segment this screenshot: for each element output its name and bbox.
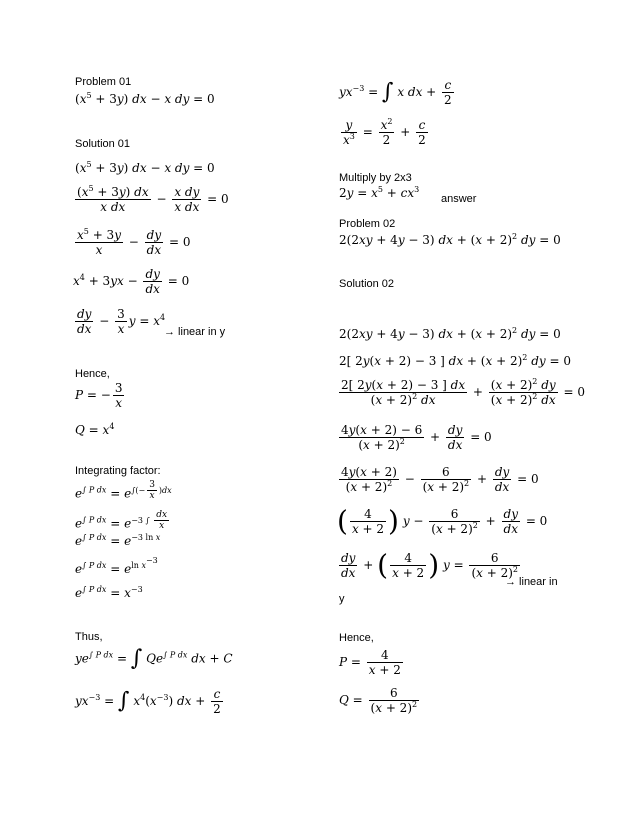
p-definition-left: P = − $\frac{3}{x}$ [75,381,123,410]
multiply-label: Multiply by 2x3 [339,172,412,184]
answer-label: answer [441,193,477,205]
linear-in-y-note: → linear in y [164,326,226,338]
hence-label-left: Hence, [75,368,110,380]
integrating-factor-label: Integrating factor: [75,465,161,477]
thus-label: Thus, [75,631,103,643]
if-step1: $e^{\int P dx} = e^{\int(- \frac{3}{x} )dx}$ [75,480,172,501]
solution01-step1: $(x^5 + 3y)$ dx − x dy = 0 [75,160,215,175]
solution01-title: Solution 01 [75,138,131,150]
solution02-title: Solution 02 [339,278,395,290]
solution02-step2: 2[ 2y(x + 2) − 3 ] dx + $(x + 2)^2$ dy = 0 [339,353,571,368]
linear-in-note: → linear in [505,576,558,588]
if-step5: $e^{\int P dx} = x^{-3}$ [75,585,143,600]
solution02-step4: $\frac{4y(x + 2) - 6}{(x + 2)^2}$ + $\frac{dy}{dx}$ = 0 [341,423,492,452]
problem01-answer-equation: $2y = x^5 + cx^3$ [339,185,420,200]
integral-result-2: $\frac{y}{x^3}$ = $\frac{x^2}{2}$ + $\frac{c}{2}$ [343,117,426,147]
solution01-step4: $x^4 + 3yx$ − $\frac{dy}{dx}$ = 0 [73,267,190,296]
q-definition-right: Q = $\frac{6}{(x + 2)^2}$ [339,686,418,715]
p-definition-right: P = $\frac{4}{x + 2}$ [339,648,401,677]
solution02-step1: 2(2xy + 4y − 3) dx + $(x + 2)^2$ dy = 0 [339,326,561,341]
solution01-step5: $\frac{dy}{dx}$ − $\frac{3}{x}$ $y = x^4$ [77,307,166,336]
general-solution-substituted: $yx^{-3}$ = ∫ $x^4(x^{-3})$ dx + $\frac{c}{2}$ [75,687,221,716]
if-step4: $e^{\int P dx} = e^{ln x^{-3}}$ [75,556,158,576]
if-step2: $e^{\int P dx} = e^{-3 \int \frac{dx}{x}}$ [75,510,168,531]
solution02-step7: $\frac{dy}{dx}$ + ( $\frac{4}{x + 2}$ ) y = $\frac{6}{(x + 2)^2}$ [341,548,518,582]
if-step3: $e^{\int P dx} = e^{-3 ln x}$ [75,533,161,548]
solution01-step2: $\frac{(x^5 + 3y) dx}{\text{x dx}}$ − $\frac{\text{x dy}}{\text{x dx}}$ = 0 [77,184,229,214]
solution01-step3: $\frac{x^5 + 3y}{x}$ − $\frac{dy}{dx}$ = 0 [77,227,191,257]
problem02-equation: 2(2xy + 4y − 3) dx + $(x + 2)^2$ dy = 0 [339,232,561,247]
q-definition-left: $Q = x^4$ [75,422,115,437]
problem01-equation: $(x^5 + 3y)$ dx − x dy = 0 [75,91,215,106]
solution02-step6: ( $\frac{4}{x + 2}$ ) y − $\frac{6}{(x + 2)^2}$ + $\frac{dy}{dx}$ = 0 [337,504,548,538]
general-solution-formula: $ye^{\int P dx}$ = ∫ $Qe^{\int P dx}$ dx + C [75,646,233,671]
integral-result-1: $yx^{-3}$ = ∫ x dx + $\frac{c}{2}$ [339,78,452,107]
problem02-title: Problem 02 [339,218,396,230]
hence-label-right: Hence, [339,632,374,644]
linear-in-wrap: y [339,593,345,605]
problem01-title: Problem 01 [75,76,132,88]
solution02-step3: $\frac{2[ 2y(x + 2) - 3 ] dx}{(x + 2)^2 dx}$ + $\frac{(x + 2)^2 dy}{(x + 2)^2 dx}$ = 0 [341,377,585,407]
solution02-step5: $\frac{4y(x + 2)}{(x + 2)^2}$ − $\frac{6}{(x + 2)^2}$ + $\frac{dy}{dx}$ = 0 [341,465,539,494]
